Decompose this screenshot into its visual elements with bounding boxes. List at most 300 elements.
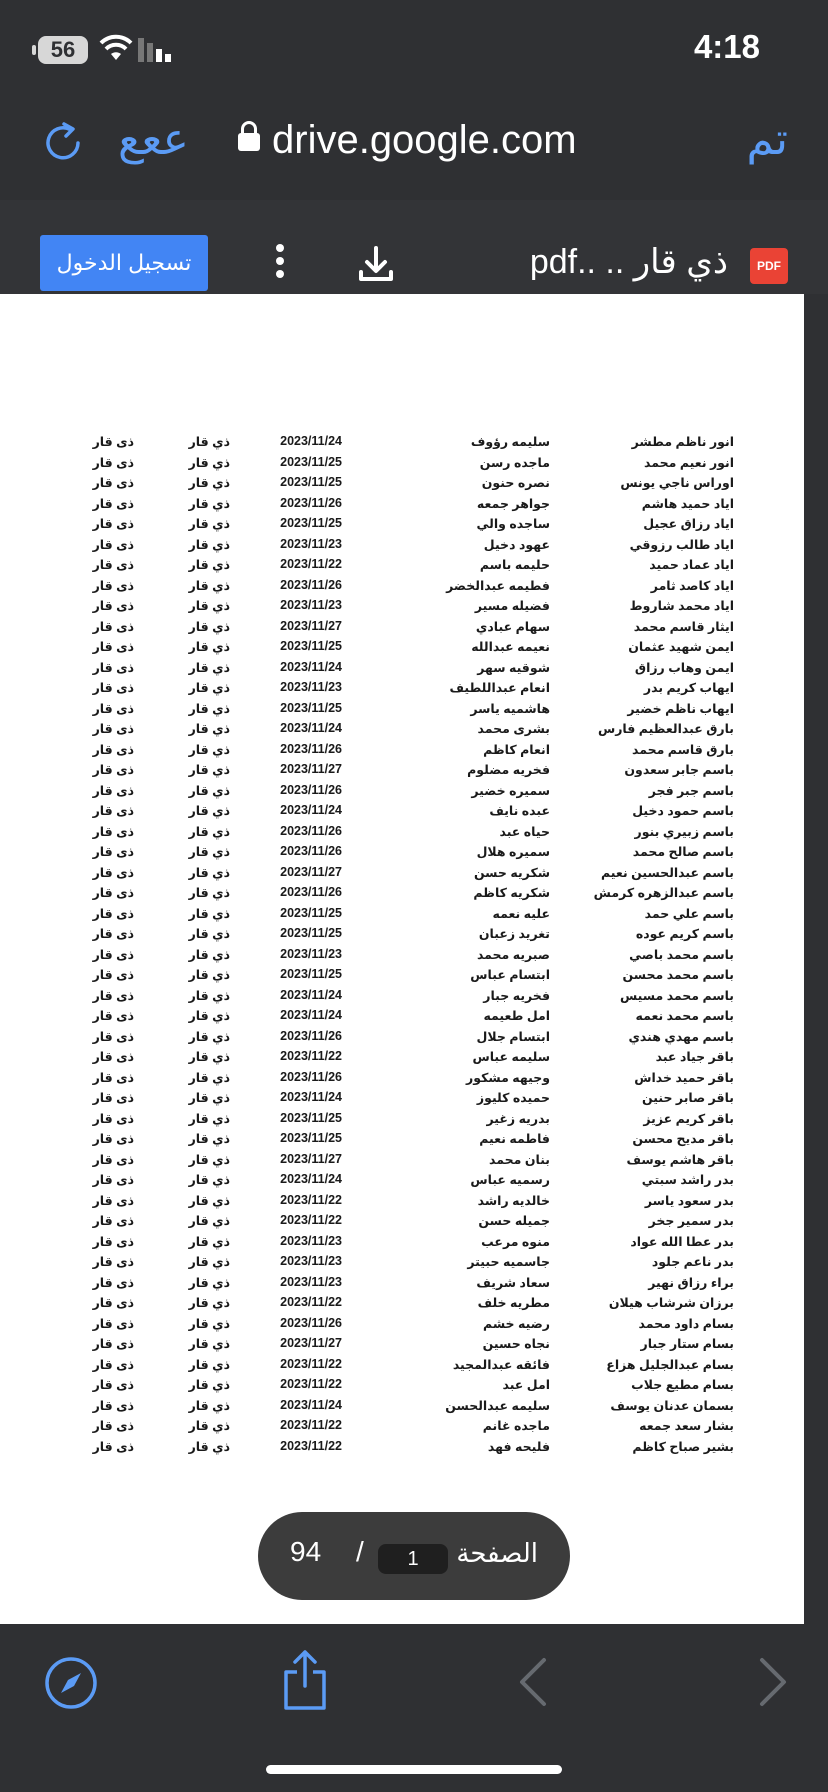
table-row (0, 1070, 804, 1091)
row-date: 2023/11/24 (280, 1172, 342, 1186)
row-date: 2023/11/24 (280, 1008, 342, 1022)
back-arrow-icon[interactable] (516, 1654, 550, 1710)
row-name: باقر كريم عزيز (643, 1111, 734, 1126)
row-province: ذى قار (92, 1070, 134, 1085)
row-governorate: ذي قار (188, 968, 230, 982)
table-row (0, 1316, 804, 1337)
row-date: 2023/11/24 (280, 803, 342, 817)
row-name: بسام داود محمد (638, 1316, 734, 1331)
row-name: اياد كاصد ثامر (650, 578, 734, 593)
row-date: 2023/11/22 (280, 1377, 342, 1391)
row-mother-name: شكريه كاظم (473, 886, 550, 900)
row-governorate: ذي قار (188, 578, 230, 593)
row-governorate: ذي قار (188, 701, 230, 716)
row-province: ذى قار (92, 1398, 134, 1413)
file-name: ذي قار .. ..pdf (529, 243, 728, 281)
row-governorate: ذي قار (188, 455, 230, 470)
signal-icon (138, 38, 178, 62)
row-governorate: ذي قار (188, 1070, 230, 1085)
page-separator: / (356, 1536, 364, 1567)
row-mother-name: مطريه خلف (477, 1296, 550, 1310)
row-name: ايمن شهيد عثمان (628, 640, 734, 654)
row-name: بدر عطا الله عواد (630, 1234, 734, 1249)
row-province: ذى قار (92, 1439, 134, 1454)
row-date: 2023/11/23 (280, 536, 342, 551)
row-governorate: ذي قار (188, 619, 230, 634)
table-row (0, 1357, 804, 1378)
row-mother-name: نصره حنون (481, 476, 550, 490)
row-name: براء رزاق نهير (648, 1275, 734, 1290)
row-province: ذى قار (92, 906, 134, 921)
row-name: باسم كريم عوده (635, 927, 734, 941)
row-name: باسم محمد نعمه (635, 1009, 734, 1023)
row-date: 2023/11/22 (280, 1438, 342, 1453)
row-date: 2023/11/26 (280, 1028, 342, 1043)
row-mother-name: فائقه عبدالمجيد (452, 1357, 550, 1372)
row-name: باسم علي حمد (644, 906, 734, 921)
row-governorate: ذي قار (188, 1091, 230, 1105)
row-province: ذى قار (92, 476, 134, 490)
row-name: ايهاب كريم بدر (643, 681, 734, 695)
page-total: 94 (290, 1536, 322, 1567)
table-row (0, 885, 804, 906)
row-date: 2023/11/25 (280, 454, 342, 469)
row-mother-name: ماجده رسن (479, 455, 550, 470)
row-governorate: ذي قار (188, 558, 230, 572)
row-province: ذى قار (92, 660, 134, 675)
row-mother-name: فطيمه عبدالخضر (446, 578, 550, 593)
row-name: باقر مديح محسن (632, 1132, 734, 1146)
row-mother-name: عهود دخيل (483, 537, 550, 552)
table-row (0, 1398, 804, 1419)
pdf-page[interactable] (0, 294, 804, 1624)
row-date: 2023/11/26 (280, 577, 342, 592)
row-name: برزان شرشاب هيلان (608, 1296, 734, 1310)
row-date: 2023/11/24 (280, 434, 342, 448)
url-text: drive.google.com (272, 118, 577, 162)
battery-badge: 56 (38, 36, 88, 64)
table-row (0, 619, 804, 640)
signin-button[interactable]: تسجيل الدخول (40, 235, 208, 291)
row-mother-name: وجيهه مشكور (466, 1070, 550, 1085)
row-province: ذى قار (92, 1009, 134, 1023)
text-size-button[interactable]: ععع (118, 115, 189, 164)
row-governorate: ذي قار (188, 1275, 230, 1290)
row-date: 2023/11/22 (280, 1049, 342, 1063)
row-mother-name: انعام عبداللطيف (449, 681, 550, 695)
row-name: باقر حميد خداش (634, 1070, 734, 1085)
row-date: 2023/11/25 (280, 639, 342, 653)
row-governorate: ذي قار (188, 1132, 230, 1146)
row-mother-name: امل عبد (502, 1378, 550, 1392)
row-date: 2023/11/25 (280, 516, 342, 530)
row-governorate: ذي قار (188, 1152, 230, 1167)
table-row (0, 865, 804, 886)
row-mother-name: سعاد شريف (476, 1275, 550, 1290)
row-governorate: ذي قار (188, 660, 230, 675)
row-governorate: ذي قار (188, 1296, 230, 1310)
row-governorate: ذي قار (188, 1378, 230, 1392)
table-row (0, 1275, 804, 1296)
row-name: باقر صابر حنين (642, 1091, 734, 1105)
row-mother-name: حياه عبد (499, 824, 550, 839)
row-name: اياد حميد هاشم (641, 496, 734, 511)
table-row (0, 1336, 804, 1357)
row-mother-name: حميده كليوز (476, 1091, 550, 1105)
row-mother-name: نجاه حسين (482, 1337, 550, 1351)
row-province: ذى قار (92, 599, 134, 613)
row-mother-name: جواهر جمعه (476, 496, 550, 511)
row-governorate: ذي قار (188, 927, 230, 941)
download-icon[interactable] (356, 244, 396, 284)
row-governorate: ذي قار (188, 1419, 230, 1433)
row-province: ذى قار (92, 1214, 134, 1228)
row-date: 2023/11/27 (280, 1336, 342, 1350)
scrollbar[interactable] (804, 294, 828, 1624)
drive-toolbar (0, 200, 828, 294)
row-name: ايهاب ناظم خضير (627, 701, 734, 716)
row-governorate: ذي قار (188, 537, 230, 552)
table-row (0, 516, 804, 537)
row-governorate: ذي قار (188, 865, 230, 880)
row-name: اياد محمد شاروط (629, 599, 734, 613)
table-row (0, 1234, 804, 1255)
row-name: ايثار قاسم محمد (633, 619, 734, 634)
row-name: باسم جابر سعدون (624, 763, 734, 777)
row-name: انور ناظم مطشر (631, 435, 734, 449)
row-province: ذى قار (92, 742, 134, 757)
row-governorate: ذي قار (188, 476, 230, 490)
pdf-file-icon: PDF (750, 248, 788, 284)
row-date: 2023/11/23 (280, 1233, 342, 1248)
row-mother-name: نعيمه عبدالله (471, 640, 550, 654)
row-name: اياد طالب رزوقي (629, 537, 734, 552)
row-mother-name: بنان محمد (489, 1152, 550, 1167)
row-governorate: ذي قار (188, 1009, 230, 1023)
row-governorate: ذي قار (188, 1111, 230, 1126)
row-date: 2023/11/25 (280, 1131, 342, 1145)
table-row (0, 1111, 804, 1132)
row-mother-name: امل طعيمه (483, 1009, 550, 1023)
row-name: باسم حمود دخيل (632, 804, 734, 818)
row-name: اياد رزاق عجيل (643, 517, 734, 531)
row-date: 2023/11/26 (280, 885, 342, 899)
page-label: الصفحة (456, 1538, 538, 1568)
table-row (0, 1254, 804, 1275)
row-mother-name: سليمه عباس (472, 1050, 550, 1064)
row-governorate: ذي قار (188, 1316, 230, 1331)
row-mother-name: شوقيه سهر (477, 660, 550, 675)
row-province: ذى قار (92, 886, 134, 900)
reload-icon[interactable] (40, 120, 86, 166)
row-province: ذى قار (92, 1193, 134, 1208)
table-row (0, 844, 804, 865)
row-governorate: ذي قار (188, 599, 230, 613)
page-indicator (258, 1512, 570, 1600)
row-province: ذى قار (92, 1111, 134, 1126)
row-name: باسم عبدالزهره كرمش (593, 886, 734, 900)
row-mother-name: جاسميه حبيتر (467, 1255, 550, 1269)
table-row (0, 475, 804, 496)
row-province: ذى قار (92, 701, 134, 716)
row-name: بدر ناعم جلود (651, 1255, 734, 1269)
row-mother-name: ماجده غانم (482, 1419, 550, 1433)
row-governorate: ذي قار (188, 1214, 230, 1228)
table-row (0, 1008, 804, 1029)
row-province: ذى قار (92, 1234, 134, 1249)
more-options-icon[interactable] (270, 244, 290, 284)
row-province: ذى قار (92, 1050, 134, 1064)
row-province: ذى قار (92, 1152, 134, 1167)
table-row (0, 926, 804, 947)
row-mother-name: ابتسام عباس (470, 968, 550, 982)
row-name: باسم زبيري بنور (634, 824, 734, 839)
forward-arrow-icon[interactable] (756, 1654, 790, 1710)
row-governorate: ذي قار (188, 1029, 230, 1044)
row-governorate: ذي قار (188, 947, 230, 962)
table-row (0, 1090, 804, 1111)
row-province: ذى قار (92, 1357, 134, 1372)
row-date: 2023/11/22 (280, 1213, 342, 1227)
table-row (0, 906, 804, 927)
row-mother-name: صبريه محمد (476, 947, 550, 962)
row-mother-name: فخريه جبار (483, 988, 550, 1003)
table-row (0, 537, 804, 558)
row-province: ذى قار (92, 824, 134, 839)
status-bar (0, 0, 828, 92)
row-mother-name: تغريد زعبان (478, 927, 550, 941)
row-province: ذى قار (92, 1132, 134, 1146)
row-name: بدر سمير جخر (648, 1214, 734, 1228)
row-province: ذى قار (92, 947, 134, 962)
row-governorate: ذي قار (188, 906, 230, 921)
row-date: 2023/11/23 (280, 598, 342, 612)
row-mother-name: عليه نعمه (492, 906, 550, 921)
row-province: ذى قار (92, 435, 134, 449)
row-name: بسمان عدنان يوسف (610, 1398, 734, 1413)
row-province: ذى قار (92, 865, 134, 880)
row-province: ذى قار (92, 804, 134, 818)
row-date: 2023/11/27 (280, 618, 342, 633)
row-name: بسام مطيع جلاب (631, 1378, 734, 1392)
row-province: ذى قار (92, 681, 134, 695)
row-mother-name: سليمه عبدالحسن (445, 1398, 550, 1413)
row-mother-name: هاشميه ياسر (470, 701, 550, 716)
table-row (0, 557, 804, 578)
row-governorate: ذي قار (188, 722, 230, 736)
table-row (0, 639, 804, 660)
row-governorate: ذي قار (188, 496, 230, 511)
row-governorate: ذي قار (188, 1337, 230, 1351)
row-province: ذى قار (92, 1255, 134, 1269)
row-mother-name: منوه مرعب (481, 1234, 550, 1249)
row-governorate: ذي قار (188, 783, 230, 798)
row-date: 2023/11/24 (280, 721, 342, 735)
row-date: 2023/11/25 (280, 926, 342, 940)
row-date: 2023/11/26 (280, 782, 342, 797)
row-governorate: ذي قار (188, 804, 230, 818)
table-row (0, 1152, 804, 1173)
table-row (0, 824, 804, 845)
row-mother-name: فليحه فهد (487, 1439, 550, 1454)
row-date: 2023/11/26 (280, 1069, 342, 1084)
table-row (0, 496, 804, 517)
row-name: بدر سعود ياسر (644, 1193, 734, 1208)
table-row (0, 434, 804, 455)
row-governorate: ذي قار (188, 845, 230, 859)
row-mother-name: حليمه باسم (479, 558, 550, 572)
row-name: باسم عبدالحسين نعيم (600, 865, 734, 880)
row-date: 2023/11/25 (280, 967, 342, 981)
row-date: 2023/11/26 (280, 495, 342, 510)
row-name: بشار سعد جمعه (639, 1419, 734, 1433)
row-date: 2023/11/25 (280, 905, 342, 920)
row-governorate: ذي قار (188, 1173, 230, 1187)
table-row (0, 455, 804, 476)
row-date: 2023/11/26 (280, 1315, 342, 1330)
row-governorate: ذي قار (188, 1357, 230, 1372)
table-row (0, 1213, 804, 1234)
table-row (0, 1172, 804, 1193)
row-date: 2023/11/22 (280, 557, 342, 571)
document-table (0, 434, 804, 1459)
row-date: 2023/11/27 (280, 864, 342, 879)
table-row (0, 1029, 804, 1050)
table-row (0, 967, 804, 988)
row-name: باقر جياد عبد (655, 1050, 734, 1064)
row-mother-name: انعام كاظم (483, 742, 550, 757)
row-province: ذى قار (92, 517, 134, 531)
row-governorate: ذي قار (188, 1255, 230, 1269)
table-row (0, 578, 804, 599)
row-date: 2023/11/25 (280, 700, 342, 715)
url-field[interactable] (238, 118, 577, 163)
row-province: ذى قار (92, 763, 134, 777)
row-mother-name: سميره خضير (471, 783, 550, 798)
table-row (0, 1418, 804, 1439)
row-mother-name: جميله حسن (478, 1214, 550, 1228)
row-date: 2023/11/26 (280, 844, 342, 858)
row-date: 2023/11/23 (280, 1274, 342, 1289)
row-date: 2023/11/24 (280, 987, 342, 1002)
table-row (0, 1377, 804, 1398)
row-mother-name: رضيه خشم (483, 1316, 550, 1331)
row-date: 2023/11/23 (280, 680, 342, 694)
row-date: 2023/11/23 (280, 1254, 342, 1268)
row-province: ذى قار (92, 1091, 134, 1105)
row-governorate: ذي قار (188, 742, 230, 757)
row-name: بسام ستار جبار (640, 1337, 734, 1351)
table-row (0, 701, 804, 722)
row-mother-name: سهام عبادي (475, 619, 550, 634)
table-row (0, 598, 804, 619)
browser-address-bar (0, 92, 828, 200)
row-mother-name: ساجده والي (476, 517, 550, 531)
lock-icon (238, 133, 260, 151)
row-date: 2023/11/27 (280, 1151, 342, 1166)
row-governorate: ذي قار (188, 435, 230, 449)
row-province: ذى قار (92, 496, 134, 511)
table-row (0, 1295, 804, 1316)
table-row (0, 988, 804, 1009)
row-name: باسم محمد محسن (622, 968, 734, 982)
row-province: ذى قار (92, 558, 134, 572)
row-name: انور نعيم محمد (644, 455, 734, 470)
row-name: اوراس ناجي يونس (620, 476, 734, 490)
row-name: بشير صباح كاظم (632, 1439, 734, 1454)
row-province: ذى قار (92, 1337, 134, 1351)
row-name: باقر هاشم يوسف (626, 1152, 734, 1167)
row-mother-name: فخريه مضلوم (467, 763, 550, 777)
row-date: 2023/11/22 (280, 1418, 342, 1432)
row-province: ذى قار (92, 578, 134, 593)
row-date: 2023/11/24 (280, 1090, 342, 1104)
row-name: باسم مهدي هندي (628, 1029, 734, 1044)
row-mother-name: بدريه زغير (486, 1111, 550, 1126)
row-date: 2023/11/22 (280, 1192, 342, 1207)
row-name: باسم محمد مسيس (619, 988, 734, 1003)
row-name: اياد عماد حميد (649, 558, 734, 572)
row-province: ذى قار (92, 455, 134, 470)
row-name: بسام عبدالجليل هزاع (606, 1357, 734, 1372)
row-province: ذى قار (92, 537, 134, 552)
row-mother-name: عبده نايف (489, 804, 550, 818)
table-row (0, 762, 804, 783)
row-date: 2023/11/26 (280, 823, 342, 838)
row-province: ذى قار (92, 1378, 134, 1392)
table-row (0, 680, 804, 701)
page-number-input[interactable]: 1 (378, 1544, 448, 1574)
table-row (0, 1439, 804, 1460)
row-governorate: ذي قار (188, 763, 230, 777)
table-row (0, 783, 804, 804)
row-name: باسم جبر فجر (648, 783, 734, 798)
row-province: ذى قار (92, 1419, 134, 1433)
row-mother-name: سميره هلال (476, 845, 550, 859)
wifi-icon (98, 34, 134, 62)
table-row (0, 742, 804, 763)
row-date: 2023/11/25 (280, 1110, 342, 1125)
row-mother-name: فاطمه نعيم (479, 1132, 550, 1146)
table-row (0, 660, 804, 681)
row-mother-name: رسميه عباس (470, 1173, 550, 1187)
compass-icon[interactable] (44, 1656, 98, 1710)
done-button[interactable]: تم (746, 115, 788, 164)
row-province: ذى قار (92, 1316, 134, 1331)
row-province: ذى قار (92, 927, 134, 941)
row-mother-name: بشرى محمد (477, 722, 550, 736)
row-governorate: ذي قار (188, 824, 230, 839)
row-province: ذى قار (92, 845, 134, 859)
row-governorate: ذي قار (188, 1234, 230, 1249)
row-province: ذى قار (92, 1029, 134, 1044)
table-row (0, 1049, 804, 1070)
row-governorate: ذي قار (188, 1439, 230, 1454)
home-indicator[interactable] (266, 1765, 562, 1774)
share-icon[interactable] (278, 1648, 332, 1712)
row-province: ذى قار (92, 640, 134, 654)
row-mother-name: شكريه حسن (473, 865, 550, 880)
row-date: 2023/11/25 (280, 475, 342, 489)
table-row (0, 1131, 804, 1152)
row-province: ذى قار (92, 988, 134, 1003)
row-governorate: ذي قار (188, 1193, 230, 1208)
row-governorate: ذي قار (188, 1398, 230, 1413)
row-province: ذى قار (92, 783, 134, 798)
row-mother-name: فضيله مسير (474, 599, 550, 613)
row-date: 2023/11/24 (280, 659, 342, 674)
row-date: 2023/11/22 (280, 1356, 342, 1371)
